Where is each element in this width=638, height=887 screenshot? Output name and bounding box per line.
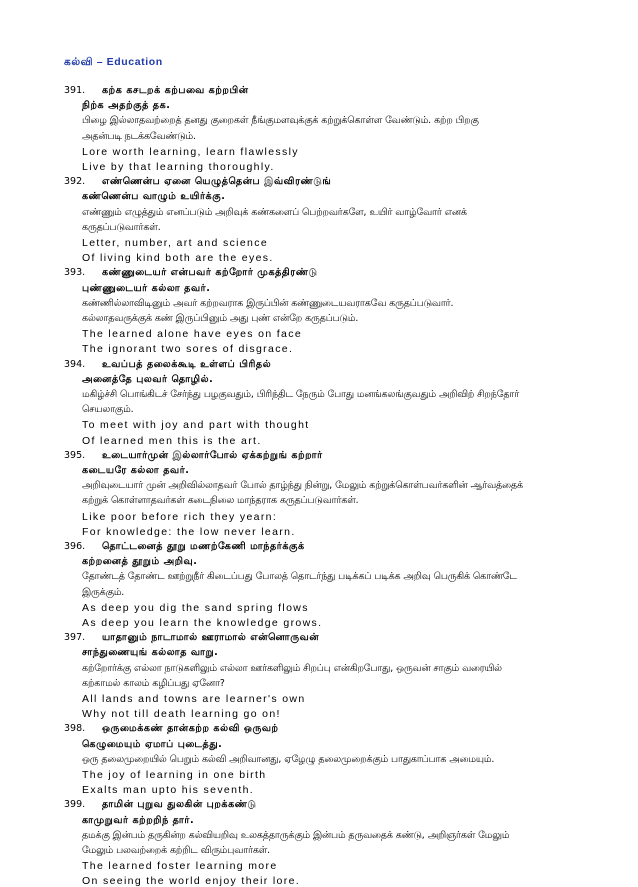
tamil-meaning-line: கற்காமல் காலம் கழிப்பது ஏனோ? [82, 677, 225, 689]
couplet-line-1: கண்ணுடையர் என்பவர் கற்றோர் முகத்திரண்டு [102, 267, 318, 279]
verse-number: 399. [64, 799, 86, 811]
couplet-line-1: தாமின் புறுவ துலகின் புறக்கண்டு [102, 799, 257, 811]
tamil-meaning-line: மகிழ்ச்சி பொங்கிடச் சேர்ந்து பழகுவதும், பிரிந்திட நேரும் போது மனங்கலங்குவதும் அறிவிற் சிறந்தோர் [82, 389, 520, 400]
tamil-meaning-line: பிழை இல்லாதவற்றைத் தனது குறைகள் நீங்குமளவுக்குக் கற்றுக்கொள்ள வேண்டும். கற்ற பிறகு [82, 115, 479, 127]
couplet-line-1: உவப்பத் தலைக்கூடி உள்ளப் பிரிதல் [102, 358, 272, 370]
tamil-meaning-line: கற்றோர்க்கு எல்லா நாடுகளிலும் எல்லா ஊர்களிலும் சிறப்பு என்கிறபோது, ஒருவன் சாகும் வரையில் [82, 662, 502, 674]
couplet-line-1: எண்ணென்ப ஏனை யெழுத்தென்ப இவ்விரண்டுங் [102, 176, 332, 188]
tamil-meaning-line: அதன்படி நடக்கவேண்டும். [82, 130, 196, 142]
english-translation-line: Live by that learning thoroughly. [82, 161, 275, 173]
english-translation-line: Exalts man upto his seventh. [82, 784, 255, 797]
verse-number: 395. [64, 449, 86, 461]
tamil-meaning-line: தோண்டத் தோண்ட ஊற்றுநீர் கிடைப்பது போலத் தொடர்ந்து படிக்கப் படிக்க அறிவு பெருகிக் கொண்டே [82, 571, 517, 583]
verse-number: 396. [64, 541, 86, 552]
couplet-line-1: தொட்டனைத் தூறு மணற்கேணி மாந்தர்க்குக் [102, 541, 305, 552]
verse-number: 397. [64, 632, 86, 644]
english-translation-line: Why not till death learning go on! [82, 708, 281, 721]
english-translation-line: To meet with joy and part with thought [82, 419, 310, 432]
couplet-line-2: கடையரே கல்லா தவர். [82, 465, 190, 476]
english-translation-line: As deep you learn the knowledge grows. [82, 617, 323, 629]
english-translation-line: Of living kind both are the eyes. [82, 252, 274, 265]
couplet-line-2: கெழுமையும் ஏமாப் புடைத்து. [82, 738, 223, 750]
english-translation-line: The ignorant two sores of disgrace. [82, 343, 294, 356]
section-title: கல்வி – Education [64, 56, 163, 68]
english-translation-line: The learned alone have eyes on face [82, 328, 303, 341]
english-translation-line: Like poor before rich they yearn: [82, 510, 278, 523]
verse-number: 393. [64, 267, 86, 279]
verse-number: 394. [64, 358, 86, 370]
couplet-line-1: உடையார்முன் இல்லார்போல் ஏக்கற்றுங் கற்றார் [102, 449, 323, 461]
verse-number: 392. [64, 176, 86, 188]
english-translation-line: Letter, number, art and science [82, 237, 269, 249]
couplet-line-2: அனைத்தே புலவர் தொழில். [82, 373, 214, 385]
tamil-meaning-line: கருதப்படுவார்கள். [82, 221, 161, 233]
english-translation-line: Lore worth learning, learn flawlessly [82, 145, 299, 158]
english-translation-line: The joy of learning in one birth [82, 769, 267, 781]
couplet-line-2: சாந்துணையுங் கல்லாத வாறு. [82, 647, 219, 659]
english-translation-line: The learned foster learning more [82, 860, 278, 873]
verse-number: 391. [64, 85, 86, 96]
tamil-meaning-line: மேலும் பலவற்றைக் கற்றிட விரும்புவார்கள். [82, 845, 271, 856]
couplet-line-2: கண்ணென்ப வாழும் உயிர்க்கு. [82, 191, 226, 203]
english-translation-line: All lands and towns are learner's own [82, 693, 306, 705]
tamil-meaning-line: கல்லாதவருக்குக் கண் இருப்பினும் அது புண் என்றே கருதப்படும். [82, 313, 359, 324]
tamil-meaning-line: அறிவுடையார் முன் அறிவில்லாதவர் போல் தாழ்ந்து நின்று, மேலும் கற்றுக்கொள்பவர்களின் ஆர்வத்தைக் [82, 480, 523, 492]
tamil-meaning-line: எண்ணும் எழுத்தும் எனப்படும் அறிவுக் கண்களைப் பெற்றவர்களே, உயிர் வாழ்வோர் எனக் [82, 206, 467, 218]
english-translation-line: As deep you dig the sand spring flows [82, 601, 309, 614]
couplet-line-2: காமுறுவர் கற்றறிந் தார். [82, 814, 195, 826]
couplet-line-2: புண்ணுடையர் கல்லா தவர். [82, 282, 211, 294]
tamil-meaning-line: கண்ணில்லாவிடினும் அவர் கற்றவராக இருப்பின் கண்ணுடையவராகவே கருதப்படுவார். [82, 297, 454, 309]
couplet-line-2: நிற்க அதற்குத் தக. [82, 100, 171, 112]
tamil-meaning-line: ஒரு தலைமுறையில் பெறும் கல்வி அறிவானது, ஏழேழு தலைமுறைக்கும் பாதுகாப்பாக அமையும். [82, 753, 495, 765]
couplet-line-1: யாதானும் நாடாமால் ஊராமால் என்னொருவன் [102, 632, 320, 644]
english-translation-line: Of learned men this is the art. [82, 434, 262, 447]
english-translation-line: For knowledge: the low never learn. [82, 525, 296, 538]
tamil-meaning-line: செயலாகும். [82, 404, 134, 416]
tamil-meaning-line: தமக்கு இன்பம் தருகின்ற கல்வியறிவு உலகத்தாருக்கும் இன்பம் தருவதைக் கண்டு, அறிஞர்கள் மேலும் [82, 829, 510, 841]
couplet-line-1: ஒருமைக்கண் தான்கற்ற கல்வி ஒருவற் [102, 723, 279, 735]
tamil-meaning-line: கற்றுக் கொள்ளாதவர்கள் கடைநிலை மாந்தராக கருதப்படுவார்கள். [82, 495, 359, 507]
couplet-line-1: கற்க கசடறக் கற்பவை கற்றபின் [102, 85, 249, 96]
couplet-line-2: கற்றனைத் தூறும் அறிவு. [82, 556, 198, 568]
english-translation-line: On seeing the world enjoy their lore. [82, 875, 301, 887]
verse-number: 398. [64, 723, 86, 735]
tamil-meaning-line: இருக்கும். [82, 586, 125, 598]
